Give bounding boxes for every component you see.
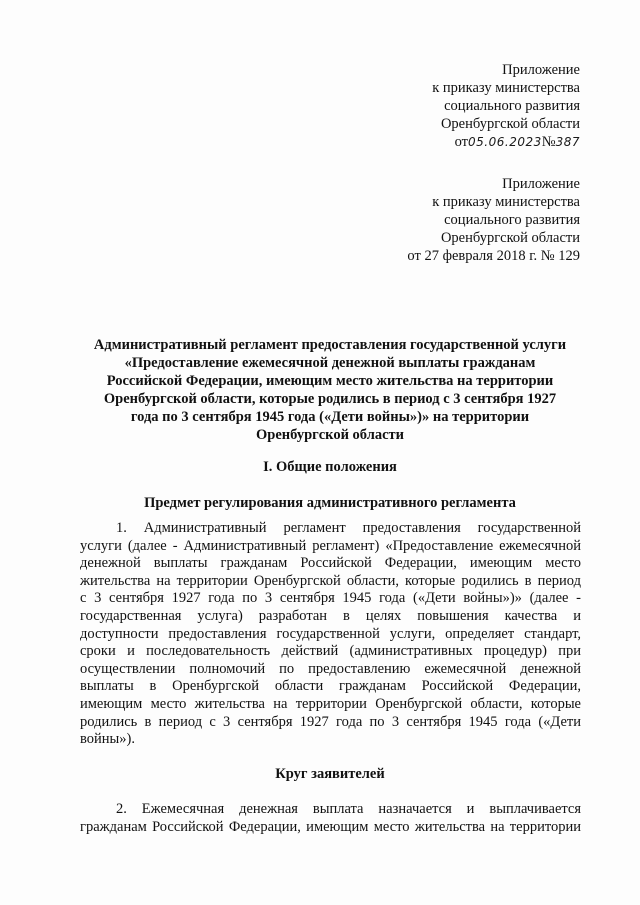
paragraph-line: имеющим место жительства на территории Оренбургской области, которые bbox=[80, 695, 581, 712]
appendix-line: Приложение bbox=[502, 62, 580, 78]
paragraph-line: услуги (далее - Административный регламент) «Предоставление ежемесячной bbox=[80, 537, 581, 554]
appendix-original-order bbox=[407, 175, 580, 265]
date-prefix: от bbox=[454, 134, 469, 150]
paragraph-1 bbox=[80, 520, 581, 749]
paragraph-line: гражданам Российской Федерации, имеющим место жительства на территории bbox=[80, 818, 581, 835]
paragraph-line: доступности предоставления государственной услуги, определяет стандарт, bbox=[80, 625, 581, 642]
paragraph-line: 1. Административный регламент предоставления государственной bbox=[116, 520, 581, 536]
appendix-line: Приложение bbox=[502, 176, 580, 192]
appendix-current-order bbox=[432, 61, 580, 151]
title-line: «Предоставление ежемесячной денежной выплаты гражданам bbox=[124, 355, 536, 371]
paragraph-line: государственная услуга) разработан в целях повышения качества и bbox=[80, 607, 581, 624]
title-line: Оренбургской области bbox=[256, 427, 404, 443]
paragraph-line: с 3 сентября 1927 года по 3 сентября 1945 года («Дети войны»)» (далее - bbox=[80, 590, 581, 607]
section-heading-subject: Предмет регулирования административного регламента bbox=[144, 495, 516, 511]
appendix-line: Оренбургской области bbox=[440, 116, 580, 132]
appendix-line: Оренбургской области bbox=[440, 230, 580, 246]
paragraph-2 bbox=[80, 801, 581, 836]
paragraph-line: родились в период с 3 сентября 1927 года по 3 сентября 1945 года («Дети bbox=[80, 713, 581, 730]
paragraph-line: денежной выплаты гражданам Российской Федерации, имеющим место bbox=[80, 555, 581, 572]
title-line: Российской Федерации, имеющим место жительства на территории bbox=[106, 373, 554, 389]
paragraph-line: осуществлении полномочий по предоставлению ежемесячной денежной bbox=[80, 660, 581, 677]
appendix-line: социального развития bbox=[444, 98, 580, 114]
section-heading-applicants: Круг заявителей bbox=[275, 766, 385, 782]
paragraph-line: войны»). bbox=[80, 731, 135, 748]
paragraph-line: выплаты в Оренбургской области гражданам Российской Федерации, bbox=[80, 678, 581, 695]
appendix-line: к приказу министерства bbox=[432, 80, 580, 96]
document-title bbox=[70, 336, 590, 444]
title-line: Оренбургской области, которые родились в период с 3 сентября 1927 bbox=[103, 391, 557, 407]
title-line: Административный регламент предоставления государственной услуги bbox=[93, 337, 567, 353]
paragraph-line: сроки и последовательность действий (административных процедур) при bbox=[80, 643, 581, 660]
section-heading-general: I. Общие положения bbox=[263, 459, 397, 475]
handwritten-date: 05.06.2023 bbox=[468, 135, 542, 149]
paragraph-line: 2. Ежемесячная денежная выплата назначается и выплачивается bbox=[116, 801, 581, 817]
title-line: года по 3 сентября 1945 года («Дети войны»)» на территории bbox=[130, 409, 530, 425]
paragraph-line: жительства на территории Оренбургской области, которые родились в период bbox=[80, 572, 581, 589]
appendix-date-line bbox=[432, 133, 580, 151]
number-prefix: № bbox=[541, 134, 556, 150]
appendix-line: к приказу министерства bbox=[432, 194, 580, 210]
appendix-line: социального развития bbox=[444, 212, 580, 228]
handwritten-number: 387 bbox=[555, 135, 580, 149]
appendix-line: от 27 февраля 2018 г. № 129 bbox=[407, 248, 580, 264]
